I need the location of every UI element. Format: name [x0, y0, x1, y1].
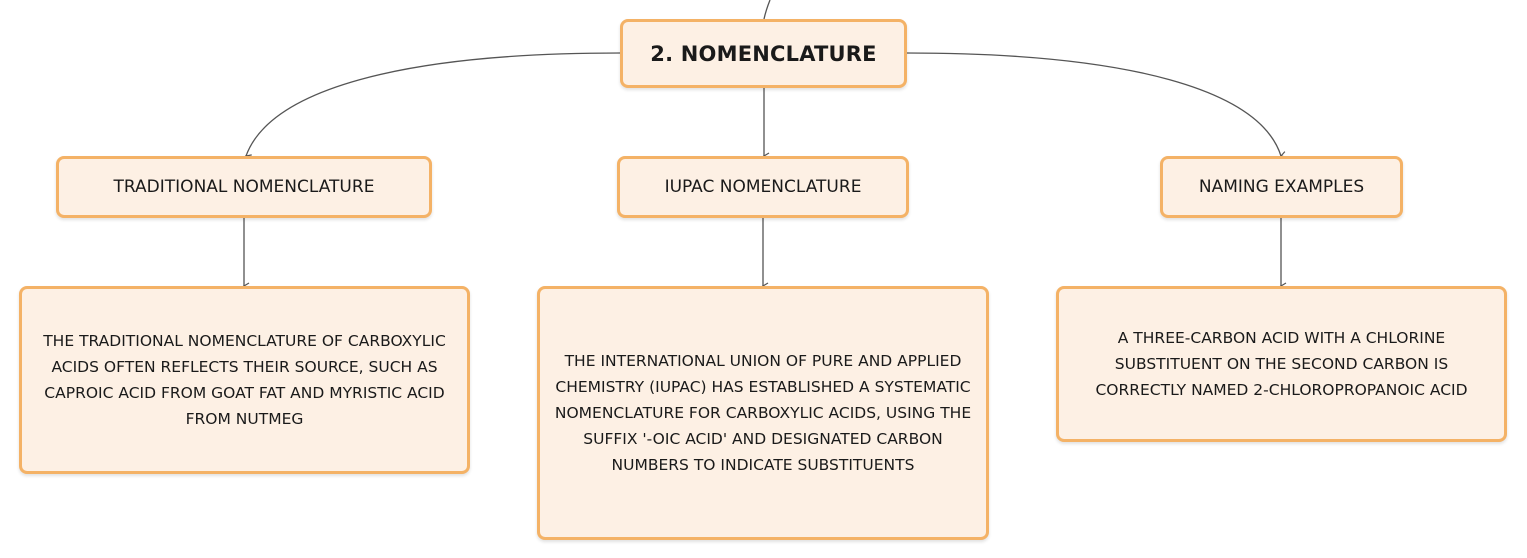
branch-title-examples: NAMING EXAMPLES [1198, 177, 1365, 197]
branch-node-traditional[interactable] [56, 156, 432, 218]
root-node-nomenclature[interactable] [620, 19, 907, 88]
branch-node-examples[interactable] [1160, 156, 1403, 218]
detail-node-iupac[interactable] [537, 286, 989, 540]
connector-root-to-examples [907, 53, 1281, 156]
detail-text-traditional: THE TRADITIONAL NOMENCLATURE OF CARBOXYLIC ACIDS OFTEN REFLECTS THEIR SOURCE, SUCH AS CAPROIC ACID FROM GOAT FAT AND MYRISTIC ACID FROM NUTMEG [43, 332, 446, 428]
connector-root-to-traditional [246, 53, 620, 156]
branch-title-iupac: IUPAC NOMENCLATURE [664, 177, 862, 197]
detail-node-traditional[interactable] [19, 286, 470, 474]
branch-node-iupac[interactable] [617, 156, 909, 218]
detail-text-examples: A THREE-CARBON ACID WITH A CHLORINE SUBSTITUENT ON THE SECOND CARBON IS CORRECTLY NAMED 2-CHLOROPROPANOIC ACID [1095, 329, 1468, 399]
branch-title-traditional: TRADITIONAL NOMENCLATURE [113, 177, 375, 197]
incoming-connector [764, 0, 770, 19]
root-label: 2. NOMENCLATURE [650, 41, 877, 66]
detail-text-iupac: THE INTERNATIONAL UNION OF PURE AND APPLIED CHEMISTRY (IUPAC) HAS ESTABLISHED A SYSTEMATIC NOMENCLATURE FOR CARBOXYLIC ACIDS, USING THE SUFFIX '-OIC ACID' AND DESIGNATED CARBON NUMBERS TO INDICATE SUBSTITUENTS [554, 352, 972, 474]
detail-node-examples[interactable] [1056, 286, 1507, 442]
